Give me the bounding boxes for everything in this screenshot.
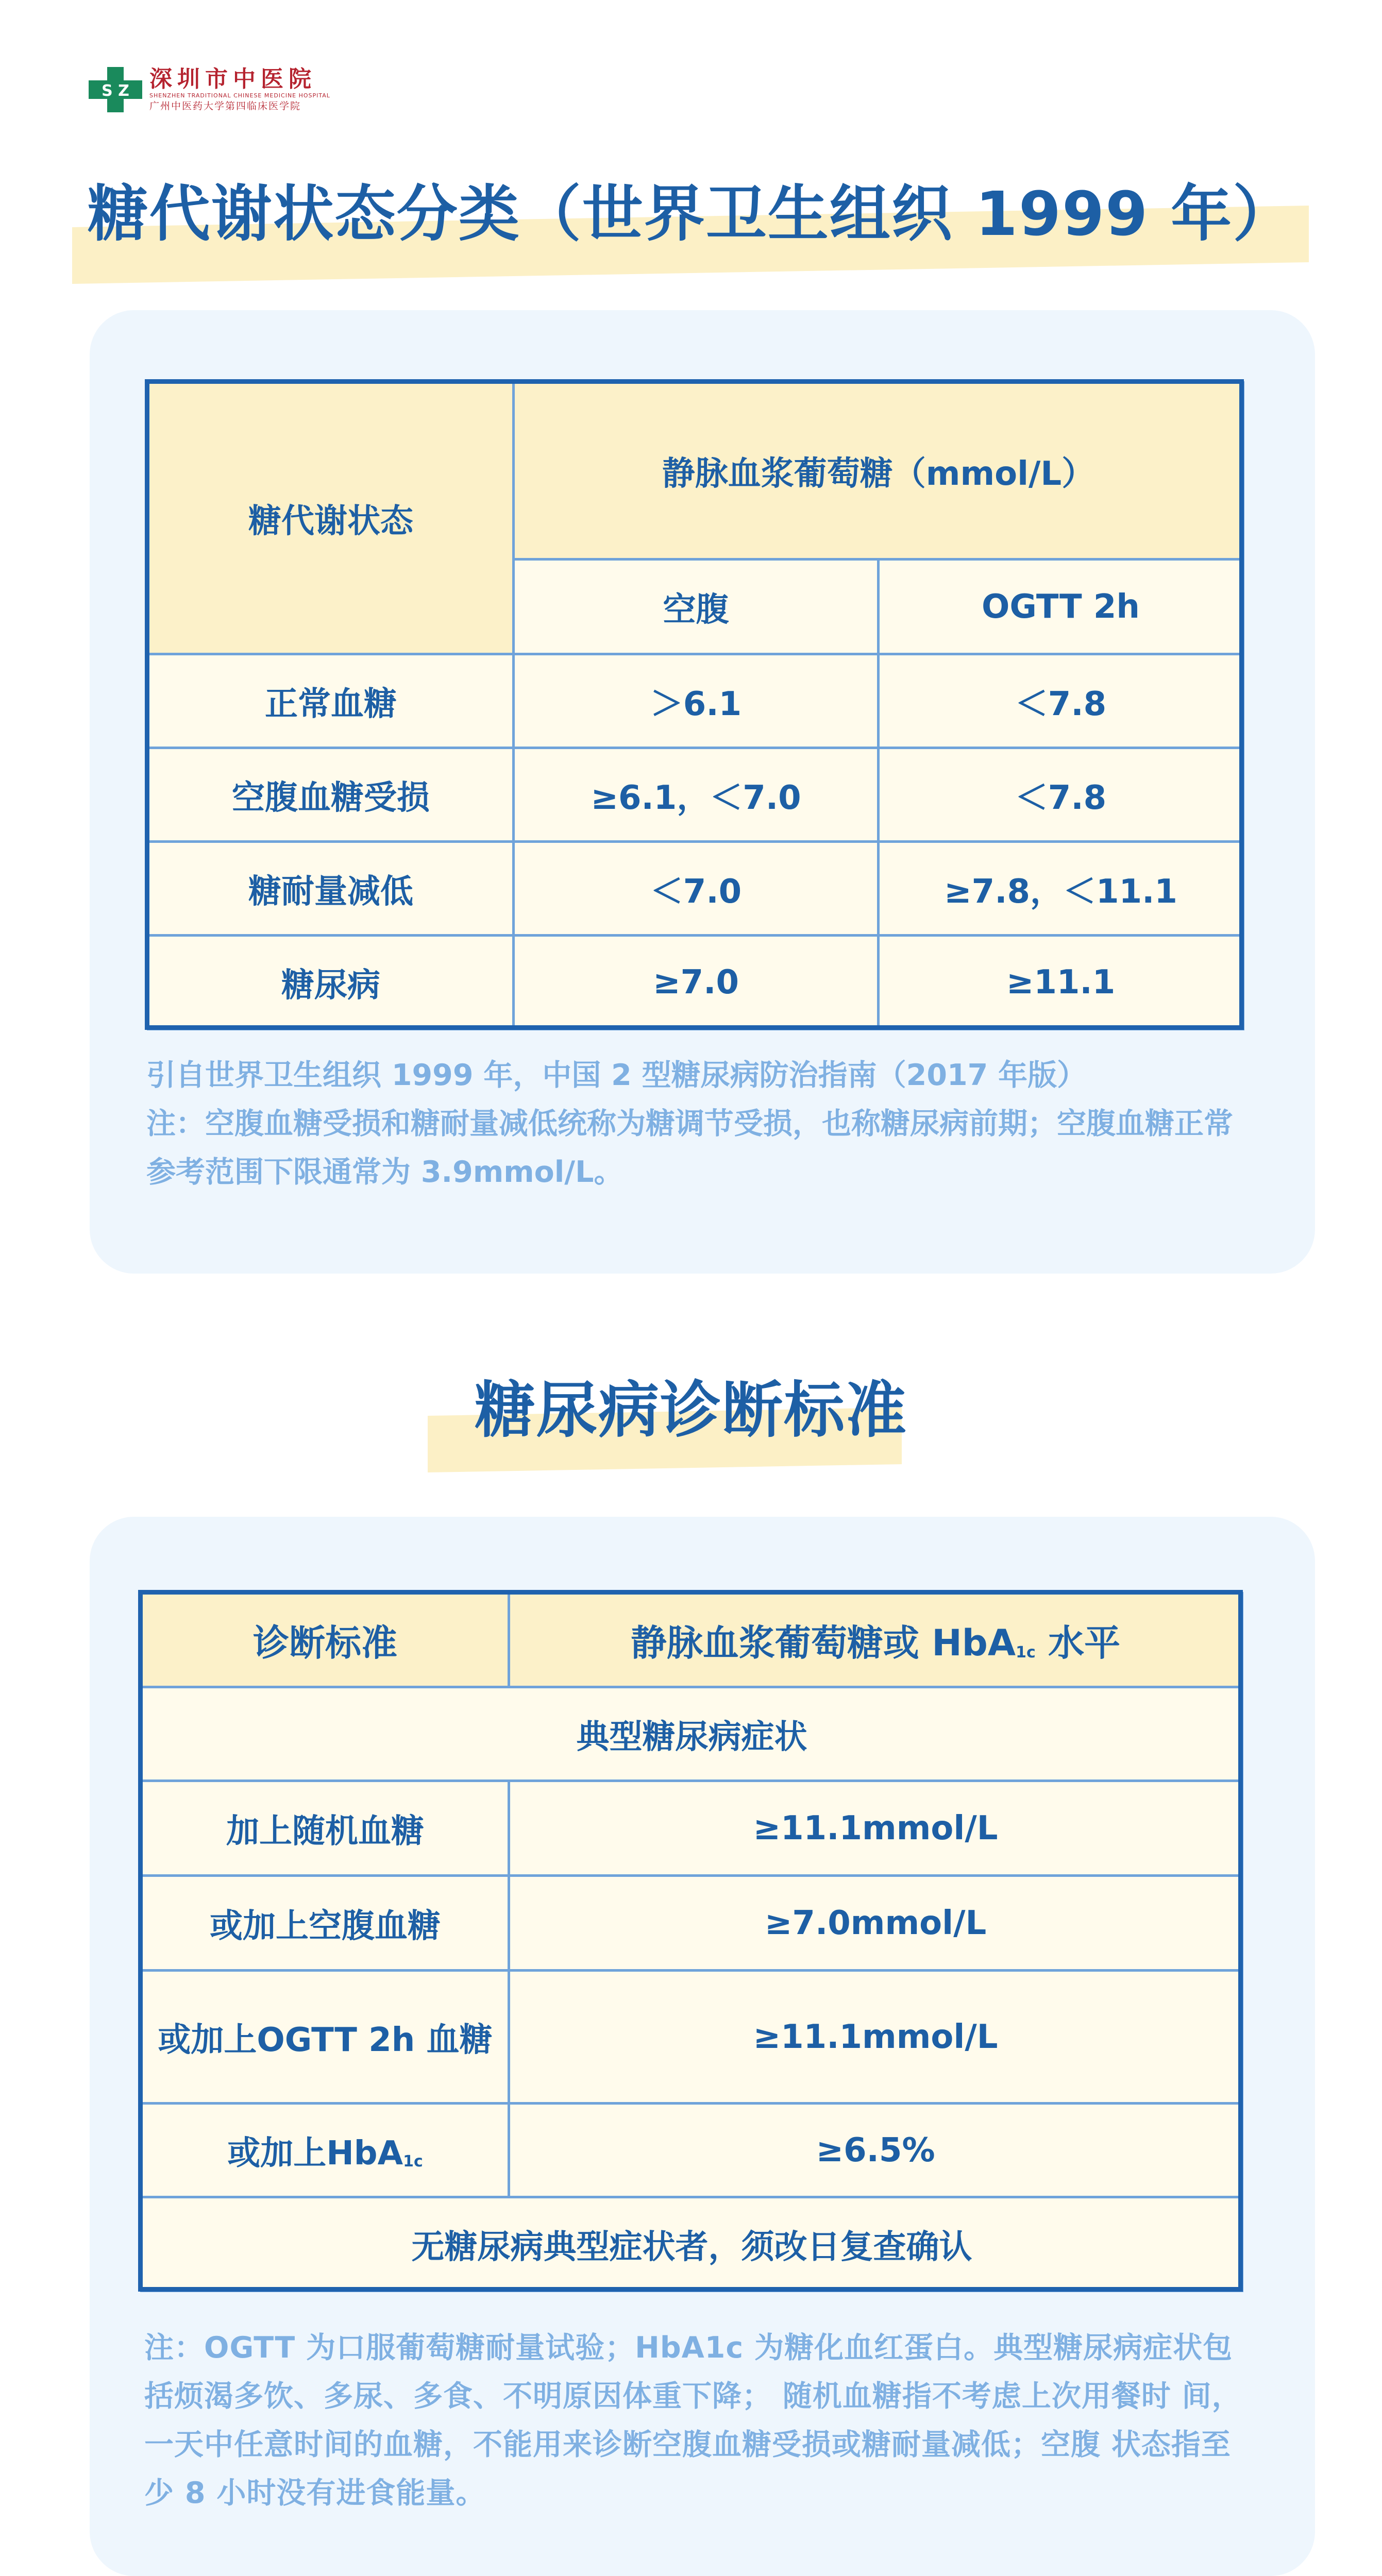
header-level: 静脉血浆葡萄糖或 HbA$_{1c}$ 水平 [509, 1594, 1242, 1687]
row-fasting: ＞6.1 [514, 654, 879, 748]
classification-table [147, 381, 1244, 1030]
row-ogtt: ＜7.8 [879, 748, 1243, 842]
row-level: ≥11.1mmol/L [509, 1971, 1242, 2104]
table-row [148, 936, 1243, 1029]
hospital-emblem-icon [89, 67, 142, 112]
footer-recheck: 无糖尿病典型症状者，须改日复查确认 [142, 2197, 1242, 2291]
row-status: 糖耐量减低 [148, 842, 514, 936]
row-ogtt: ≥7.8，＜11.1 [879, 842, 1243, 936]
row-criteria: 或加上HbA$_{1c}$ [142, 2104, 509, 2197]
table-row [142, 2104, 1242, 2197]
row-fasting: ＜7.0 [514, 842, 879, 936]
header-criteria: 诊断标准 [142, 1594, 509, 1687]
row-fasting: ≥6.1，＜7.0 [514, 748, 879, 842]
row-status: 正常血糖 [148, 654, 514, 748]
classification-note [146, 1051, 1244, 1196]
typical-symptoms: 典型糖尿病症状 [142, 1687, 1242, 1781]
source-text: 引自世界卫生组织 1999 年，中国 2 型糖尿病防治指南（2017 年版） [146, 1058, 1087, 1092]
table-row [142, 1781, 1242, 1876]
table-row [142, 1876, 1242, 1971]
diagnosis-note [144, 2324, 1242, 2517]
header-glucose: 静脉血浆葡萄糖（mmol/L） [514, 383, 1243, 560]
table-row [148, 654, 1243, 748]
row-criteria: 或加上OGTT 2h 血糖 [142, 1971, 509, 2104]
table-row [148, 748, 1243, 842]
row-level: ≥7.0mmol/L [509, 1876, 1242, 1971]
hospital-subtitle: 广州中医药大学第四临床医学院 [149, 100, 301, 112]
note-text: 注：空腹血糖受损和糖耐量减低统称为糖调节受损，也称糖尿病前期；空腹血糖正常参考范围下限通常为 3.9mmol/L。 [146, 1107, 1233, 1189]
row-level: ≥11.1mmol/L [509, 1781, 1242, 1876]
section2-title: 糖尿病诊断标准 [474, 1375, 907, 1446]
row-level: ≥6.5% [509, 2104, 1242, 2197]
diagnosis-table [140, 1592, 1243, 2292]
hospital-english-name: SHENZHEN TRADITIONAL CHINESE MEDICINE HOSPITAL [149, 92, 330, 99]
row-status: 空腹血糖受损 [148, 748, 514, 842]
header-ogtt: OGTT 2h [879, 560, 1243, 654]
row-criteria: 或加上空腹血糖 [142, 1876, 509, 1971]
note-text: 注：OGTT 为口服葡萄糖耐量试验；HbA1c 为糖化血红蛋白。典型糖尿病症状包 括烦渴多饮、多尿、多食、不明原因体重下降； 随机血糖指不考虑上次用餐时 间，一天中任意时间的血糖，不能用来诊断空腹血糖受损或糖耐量减低；空腹 状态指至少 8 小时没有进食能量。 [144, 2331, 1242, 2510]
svg-text:S Z: S Z [102, 82, 129, 100]
row-criteria: 加上随机血糖 [142, 1781, 509, 1876]
row-ogtt: ＜7.8 [879, 654, 1243, 748]
header-fasting: 空腹 [514, 560, 879, 654]
table-row [142, 1971, 1242, 2104]
header-status: 糖代谢状态 [148, 383, 514, 654]
hospital-name: 深圳市中医院 [149, 66, 316, 92]
row-status: 糖尿病 [148, 936, 514, 1029]
section1-title: 糖代谢状态分类（世界卫生组织 1999 年） [87, 178, 1295, 249]
hospital-logo [89, 67, 330, 112]
row-fasting: ≥7.0 [514, 936, 879, 1029]
table-row [148, 842, 1243, 936]
row-ogtt: ≥11.1 [879, 936, 1243, 1029]
